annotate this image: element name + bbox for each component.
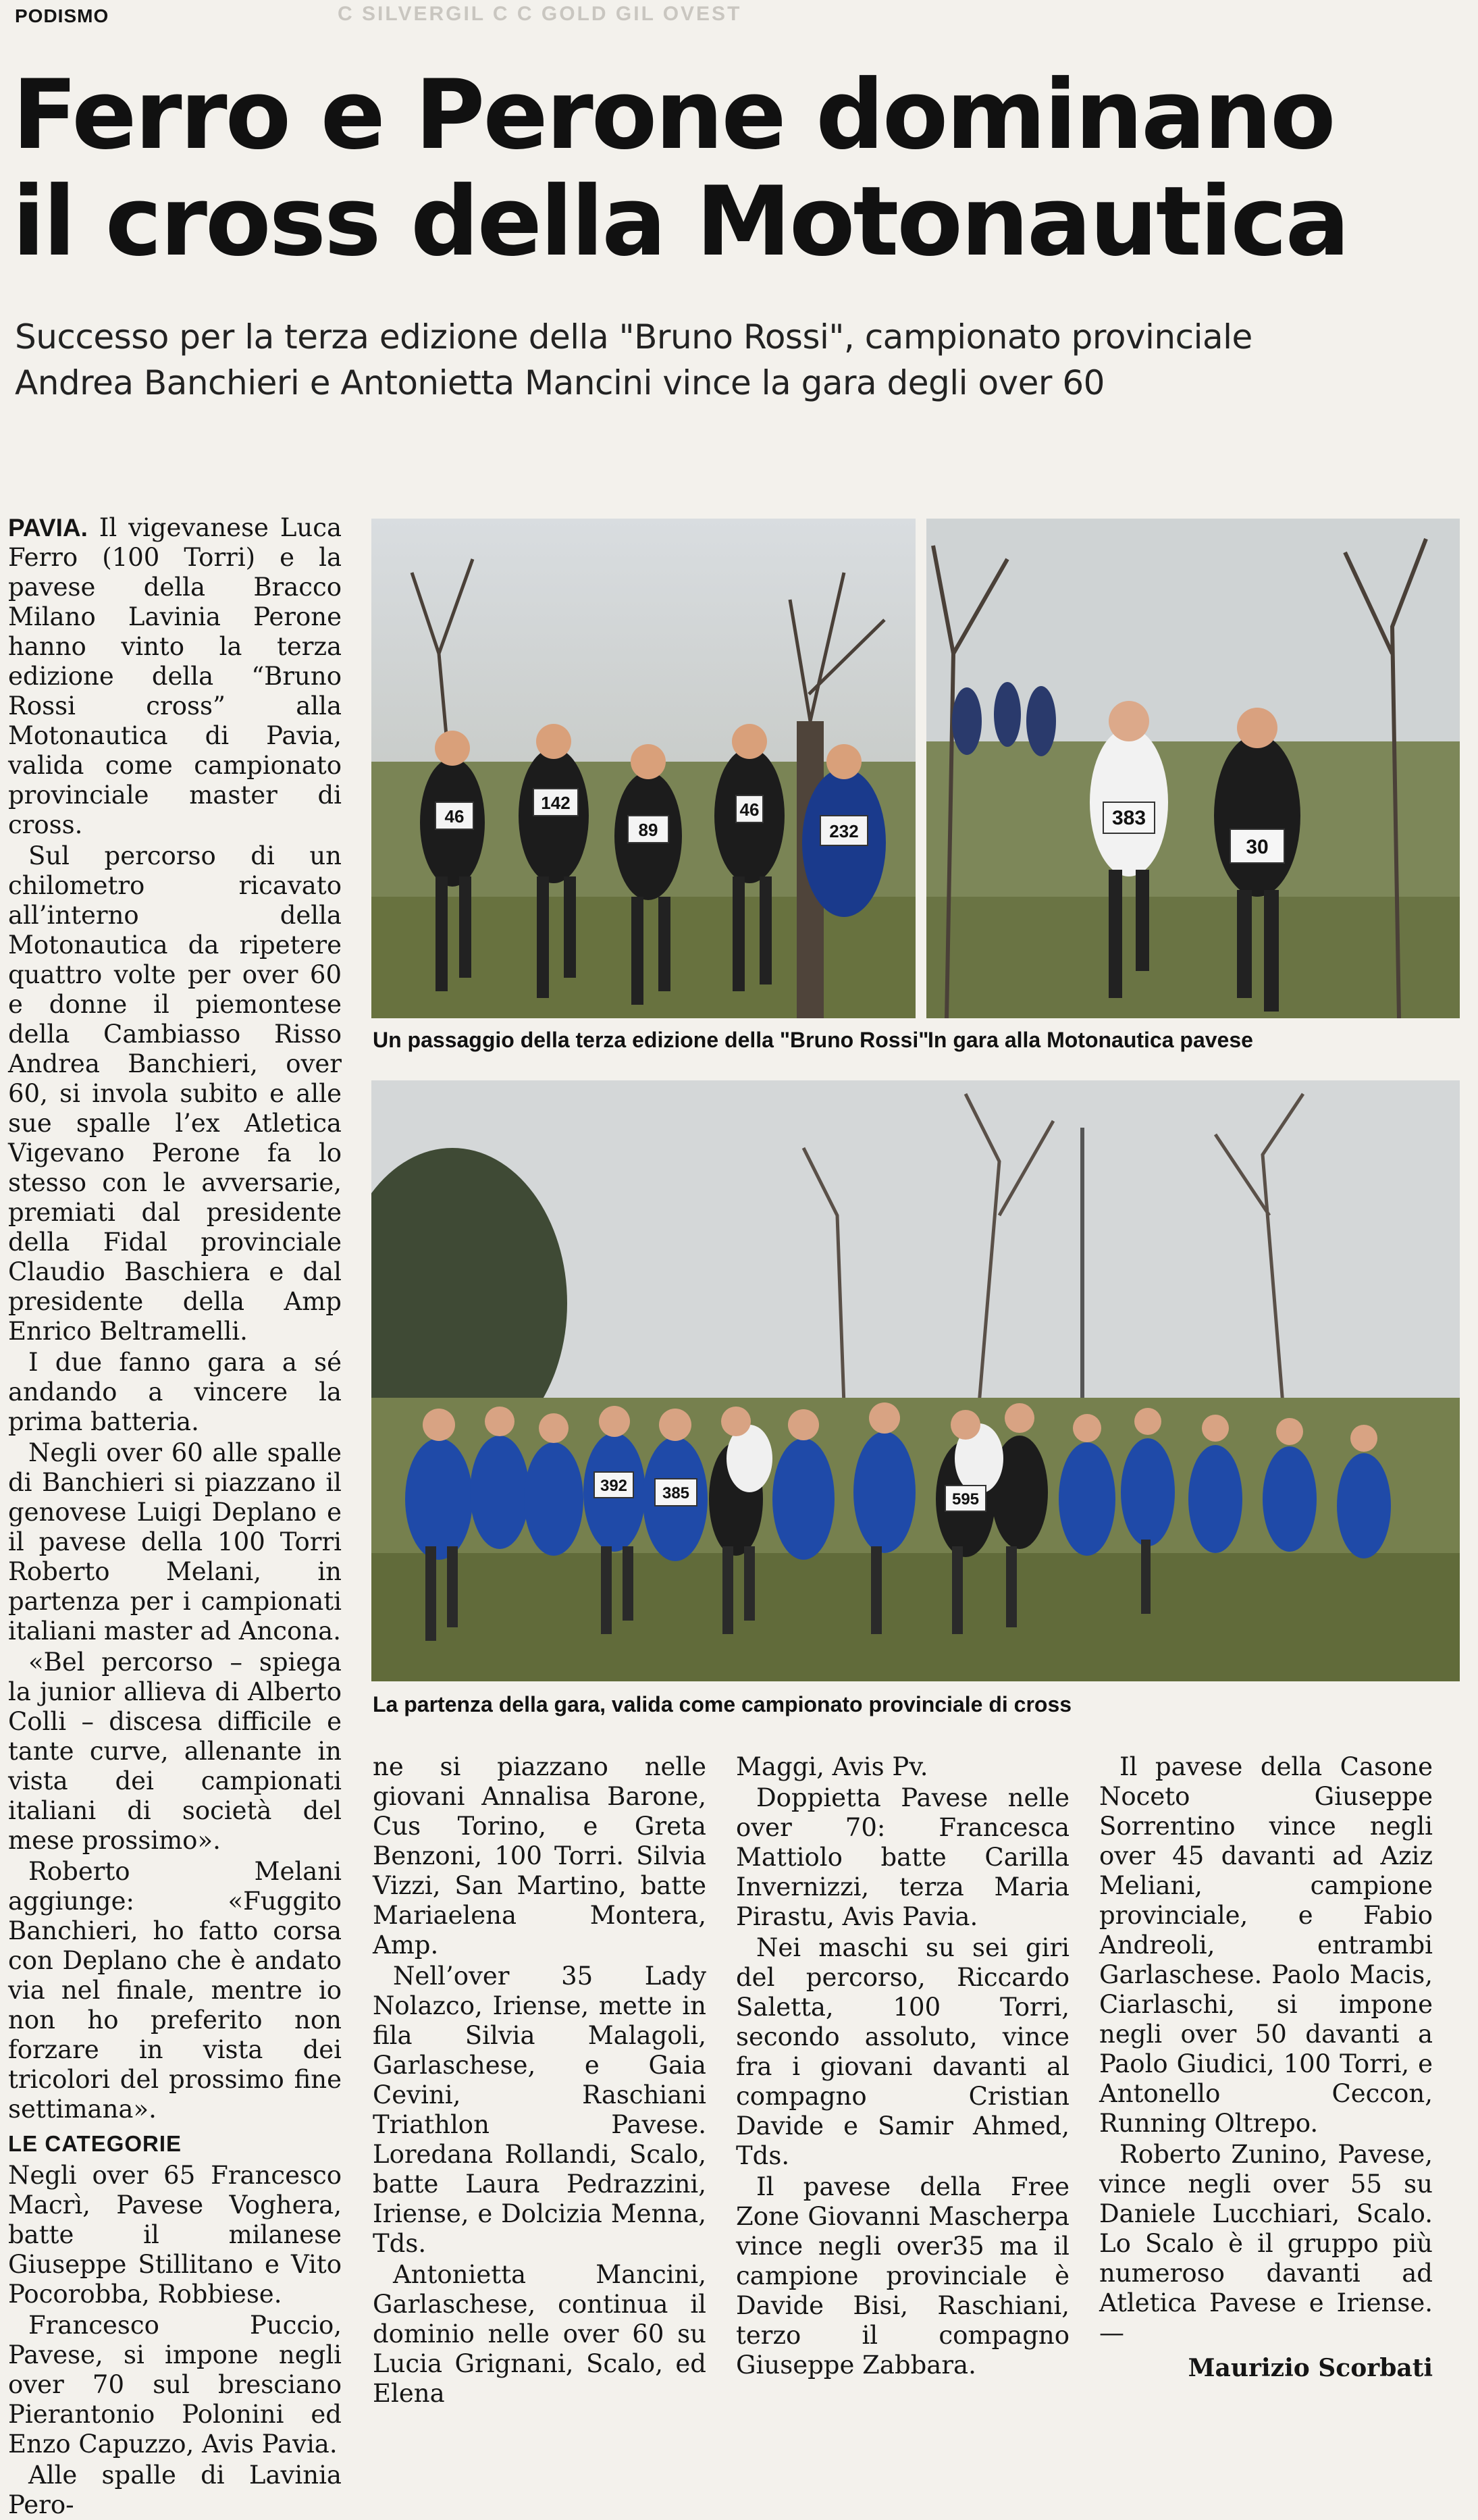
photo-runners-pair [926, 519, 1460, 1018]
deck-subtitle [15, 314, 1467, 406]
article-column-1 [8, 513, 342, 2520]
paragraph-c2-1: ne si piazzano nelle giovani Annalisa Barone, Cus Torino, e Greta Benzoni, 100 Torri. Silvia Vizzi, San Martino, batte Mariaelena Montera, Amp. [373, 1752, 706, 1960]
paragraph-c3-2: Doppietta Pavese nelle over 70: Francesca Mattiolo batte Carilla Invernizzi, terza Maria Pirastu, Avis Pavia. [736, 1783, 1070, 1931]
paragraph-c3-1: Maggi, Avis Pv. [736, 1752, 928, 1781]
paragraph-c2-2: Nell’over 35 Lady Nolazco, Iriense, mette in fila Silvia Malagoli, Garlaschese, e Gaia Cevini, Raschiani Triathlon Pavese. Loredana Rollandi, Scalo, batte Laura Pedrazzini, Iriense, e Dolcizia Menna, Tds. [373, 1962, 706, 2258]
paragraph-c3-4: Il pavese della Free Zone Giovanni Mascherpa vince negli over35 ma il campione provinciale è Davide Bisi, Raschiani, terzo il compagno Giuseppe Zabbara. [736, 2172, 1070, 2380]
paragraph-5: «Bel percorso – spiega la junior allieva di Alberto Colli – discesa difficile e tante curve, allenante in vista dei campionati italiani di società del mese prossimo». [8, 1648, 342, 1855]
photo-runners-group [371, 519, 916, 1018]
paragraph-7: Negli over 65 Francesco Macrì, Pavese Voghera, batte il milanese Giuseppe Stillitano e Vito Pocorobba, Robbiese. [8, 2161, 342, 2309]
caption-top-right: In gara alla Motonautica pavese [928, 1028, 1253, 1052]
paragraph-8: Francesco Puccio, Pavese, si impone negli over 70 sul bresciano Pierantonio Polonini ed Enzo Capuzzo, Avis Pavia. [8, 2311, 342, 2459]
paragraph-2: Sul percorso di un chilometro ricavato all’interno della Motonautica da ripetere quattro volte per over 60 e donne il piemontese della Cambiasso Risso Andrea Banchieri, over 60, si invola subito e alle sue spalle l’ex Atletica Vigevano Perone fa lo stesso con le avversarie, premiati dal presidente della Fidal provinciale Claudio Baschiera e dal presidente della Amp Enrico Beltramelli. [8, 841, 342, 1346]
bib-number: 392 [600, 1477, 628, 1495]
photo-runners-group-illustration [371, 519, 916, 1018]
bib-number: 89 [638, 820, 658, 840]
bleed-through-header: C SILVERGIL C C GOLD GIL OVEST [338, 3, 742, 25]
author-byline: Maurizio Scorbati [1188, 2354, 1433, 2382]
bib-number: 46 [739, 799, 760, 820]
headline-line-1: Ferro e Perone dominano [12, 59, 1334, 171]
photo-race-start-illustration [371, 1080, 1460, 1681]
paragraph-1 [8, 513, 342, 840]
paragraph-c3-3: Nei maschi su sei giri del percorso, Riccardo Saletta, 100 Torri, secondo assoluto, vince fra i giovani davanti al compagno Cristian Davide e Samir Ahmed, Tds. [736, 1933, 1070, 2170]
dateline: PAVIA. [8, 514, 88, 542]
headline [12, 59, 1464, 278]
paragraph-c4-2: Roberto Zunino, Pavese, vince negli over 55 su Daniele Lucchiari, Scalo. Lo Scalo è il gruppo più numeroso davanti ad Atletica Pavese e Iriense. — [1099, 2140, 1433, 2347]
bib-number: 383 [1111, 807, 1146, 829]
section-label: PODISMO [15, 5, 109, 26]
paragraph-1-text: Il vigevanese Luca Ferro (100 Torri) e la pavese della Bracco Milano Lavinia Perone hanno vinto la terza edizione della “Bruno Rossi cross” alla Motonautica di Pavia, valida come campionato provinciale master di cross. [8, 513, 342, 839]
headline-line-2: il cross della Motonautica [12, 166, 1348, 278]
article-column-3 [736, 1752, 1070, 2380]
paragraph-9: Alle spalle di Lavinia Pero- [8, 2461, 342, 2519]
article-column-2 [373, 1752, 706, 2409]
caption-bottom: La partenza della gara, valida come campionato provinciale di cross [373, 1692, 1072, 1716]
paragraph-c2-3: Antonietta Mancini, Garlaschese, continua il dominio nelle over 60 su Lucia Grignani, Scalo, ed Elena [373, 2260, 706, 2408]
article-column-4 [1099, 1752, 1433, 2383]
bib-number: 595 [951, 1490, 980, 1508]
paragraph-c4-1: Il pavese della Casone Noceto Giuseppe Sorrentino vince negli over 45 davanti ad Aziz Meliani, campione provinciale, e Fabio Andreoli, entrambi Garlaschese. Paolo Macis, Ciarlaschi, si impone negli over 50 davanti a Paolo Giudici, 100 Torri, e Antonello Ceccon, Running Oltrepo. [1099, 1752, 1433, 2138]
paragraph-4: Negli over 60 alle spalle di Banchieri si piazzano il genovese Luigi Deplano e il pavese della 100 Torri Roberto Melani, in partenza per i campionati italiani master ad Ancona. [8, 1438, 342, 1646]
bib-number: 385 [662, 1484, 690, 1502]
deck-line-1: Successo per la terza edizione della "Bruno Rossi", campionato provinciale [15, 317, 1252, 357]
paragraph-3: I due fanno gara a sé andando a vincere la prima batteria. [8, 1348, 342, 1436]
bib-number: 232 [829, 821, 859, 841]
photo-race-start [371, 1080, 1460, 1681]
bib-number: 30 [1246, 836, 1269, 858]
subhead-categories: LE CATEGORIE [8, 2131, 182, 2156]
photo-runners-pair-illustration [926, 519, 1460, 1018]
bib-number: 142 [541, 793, 571, 813]
paragraph-6: Roberto Melani aggiunge: «Fuggito Banchieri, ho fatto corsa con Deplano che è andato via nel finale, mentre io non ho preferito non forzare in vista dei tricolori del prossimo fine settimana». [8, 1857, 342, 2124]
caption-top-left: Un passaggio della terza edizione della "Bruno Rossi" [373, 1028, 929, 1052]
bib-number: 46 [444, 806, 465, 826]
deck-line-2: Andrea Banchieri e Antonietta Mancini vince la gara degli over 60 [15, 363, 1105, 402]
